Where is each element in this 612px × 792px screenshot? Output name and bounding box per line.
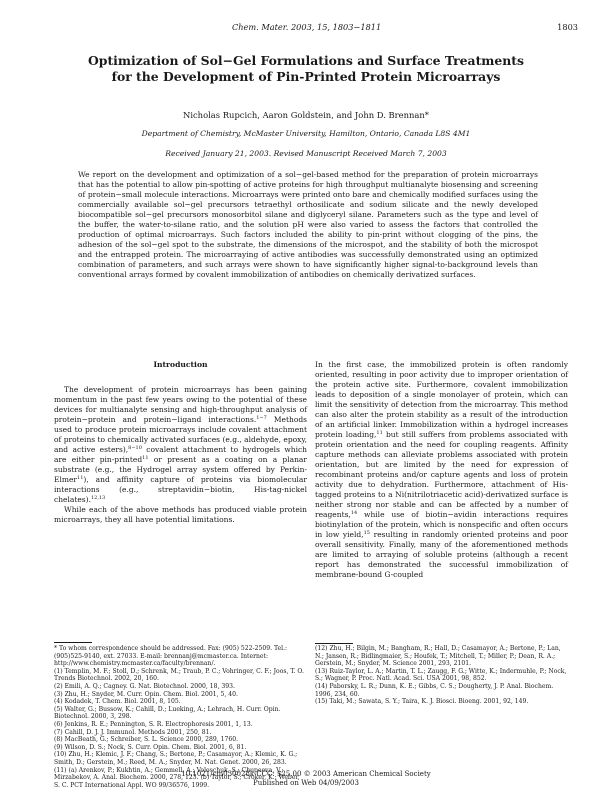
reference-1: (1) Templin, M. F.; Stoll, D.; Schrenk, M.; Traub, P. C.; Vohringer, C. F.; Joos, T. O. Trends Biotechnol. 2002, 20, 160. [54, 667, 304, 683]
reference-15: (15) Taki, M.; Sawata, S. Y.; Taira, K. J. Biosci. Bioeng. 2001, 92, 149. [315, 698, 529, 706]
citation-ref: 11 [77, 475, 84, 481]
affiliation: Department of Chemistry, McMaster University, Hamilton, Ontario, Canada L8S 4M1 [141, 129, 471, 138]
reference-13: (13) Ruiz-Taylor, L. A.; Martin, T. L.; Zaugg, F. G.; Witte, K.; Indermuhle, P.; Nock, S.; Wagner, P. Proc. Natl. Acad. Sci. USA 2001, 98, 852. [315, 667, 567, 683]
doi-line: 10.1021/cm030028k CCC: $25.00 © 2003 American Chemical Society [181, 770, 431, 778]
intro-paragraph-2: While each of the above methods has produced viable protein microarrays, they all have potential limitations. [54, 505, 307, 524]
page-footer [0, 770, 612, 787]
abstract: We report on the development and optimization of a sol−gel-based method for the preparation of protein microarrays that has the potential to allow pin-spotting of active proteins for high throughput multianalyte biosensing and screening of protein−small molecule interactions. Microarrays were printed onto bare and chemically modified surfaces using the commercially available sol−gel precursors tetraethyl orthosilicate and sodium silicate and the newly developed biocompatible sol−gel precursors monosorbitol silane and diglyceryl silane. Parameters such as the type and level of the buffer, the water-to-silane ratio, and the solution pH were also varied to assess the factors that controlled the production of optimal microarrays. Such factors included the ability to pin-print without clogging of the pins, the adhesion of the sol−gel spot to the substrate, the dimensions of the microspot, and the stability of both the microspot and the entrapped protein. The microarraying of active antibodies was successfully demonstrated using an optimized combination of parameters, and such arrays were shown to have significantly higher signal-to-background levels than conventional arrays formed by covalent immobilization of antibodies on chemically derivatized surfaces. [78, 170, 538, 279]
citation-ref: 11 [142, 455, 149, 461]
right-column [315, 360, 568, 580]
reference-12: (12) Zhu, H.; Bilgin, M.; Bangham, R.; Hall, D.; Casamayor, A.; Bertone, P.; Lan, N.; Jansen, R.; Bidlingmaier, S.; Houfek, T.; Mitchell, T.; Miller, P.; Dean, R. A.; Gerstein, M.; Snyder, M. Science 2001, 293, 2101. [315, 645, 561, 668]
author-list: Nicholas Rupcich, Aaron Goldstein, and John D. Brennan* [182, 110, 429, 120]
footnote-divider [315, 643, 353, 644]
reference-5: (5) Walter, G.; Bussow, K.; Cahill, D.; Lueking, A.; Lehrach, H. Curr. Opin. Biotechnol. 2000, 3, 298. [54, 705, 281, 721]
citation-ref: 8−10 [128, 445, 142, 451]
reference-3: (3) Zhu, H.; Snyder, M. Curr. Opin. Chem. Biol. 2001, 5, 40. [54, 690, 238, 698]
footnotes-left [54, 645, 307, 789]
reference-14: (14) Paborsky, L. R.; Dunn, K. E.; Gibbs, C. S.; Dougherty, J. P. Anal. Biochem. 1996, 234, 60. [315, 682, 554, 698]
article-title: Optimization of Sol−Gel Formulations and Surface Treatments for the Development of Pin-Printed Protein Microarrays [87, 53, 525, 84]
published-date: Published on Web 04/09/2003 [253, 778, 359, 787]
left-column [54, 360, 307, 525]
reference-9: (9) Wilson, D. S.; Nock, S. Curr. Opin. Chem. Biol. 2001, 6, 81. [54, 743, 247, 751]
reference-7: (7) Cahill, D. J. J. Immunol. Methods 2001, 250, 81. [54, 728, 212, 736]
reference-10: (10) Zhu, H.; Klemic, J. F.; Chang, S.; Bertone, P.; Casamayor, A.; Klemic, K. G.; Smith, D.; Gerstein, M.; Reed, M. A.; Snyder, M. Nat. Genet. 2000, 26, 283. [54, 751, 298, 766]
reference-6: (6) Jenkins, R. E.; Pennington, S. R. Electrophoresis 2001, 1, 13. [54, 720, 253, 728]
footnotes-right [315, 645, 568, 706]
reference-11: (11) (a) Arenkov, P.; Kukhtin, A.; Gemmell, A.; Voloschuk, S.; Chupeeva, V.; Mirzabekov, A. Anal. Biochem. 2000, 278, 123. (b) Taylor, S.; Croker, K.; Weber, S. C. PCT International Appl. WO 99/36576, 1999. [54, 766, 300, 789]
citation-ref: 12,13 [90, 495, 106, 501]
footnote-divider [54, 642, 92, 643]
footnote-correspondence: * To whom correspondence should be addressed. Fax: (905) 522-2509. Tel.: (905)525-9140, ext. 27033. E-mail: brennanj@mcmaster.ca. Internet: http://www.chemistry.mcmaster.ca/faculty/brennan/. [54, 645, 288, 668]
reference-8: (8) MacBeath, G.; Schreiber, S. L. Science 2000, 289, 1760. [54, 736, 239, 744]
reference-4: (4) Kodadek, T. Chem. Biol. 2001, 8, 105. [54, 698, 181, 706]
journal-citation: Chem. Mater. 2003, 15, 1803−1811 [232, 22, 382, 32]
intro-paragraph-1: The development of protein microarrays has been gaining momentum in the past few years owing to the potential of these devices for multianalyte sensing and high-throughput analysis of protein−protein and protein−ligand interactions.$^{1-7}$ Methods used to produce protein microarrays include covalent attachment of proteins to chemically activated surfaces (e.g., aldehyde, epoxy, and active esters),$^{8-10}$ covalent attachment to hydrogels which are either pin-printed$^{11}$ or present as a coating on a planar substrate (e.g., the Hydrogel array system offered by Perkin-Elmer$^{11}$), and affinity capture of proteins via biomolecular interactions (e.g., streptavidin−biotin, His-tag-nickel chelates).$^{12,13}$ [54, 385, 308, 504]
intro-paragraph-3: In the first case, the immobilized protein is often randomly oriented, resulting in poor activity due to improper orientation of the protein active site. Furthermore, covalent immobilization leads to deposition of a single monolayer of protein, which can limit the sensitivity of detection from the microarray. This method can also alter the protein stability as a result of the introduction of an artificial linker. Immobilization within a hydrogel increases protein loading,$^{11}$ but still suffers from problems associated with protein orientation and the need for coupling reagents. Affinity capture methods can alleviate problems associated with protein orientation, but are limited by the need for expression of recombinant proteins and/or capture agents and loss of protein activity due to dehydration. Furthermore, attachment of His-tagged proteins to a Ni(nitrilotriacetic acid)-derivatized surface is neither strong nor stable and can be affected by a number of reagents,$^{14}$ while use of biotin−avidin interactions requires biotinylation of the protein, which is nonspecific and often occurs in low yield,$^{15}$ resulting in randomly oriented proteins and poor overall sensitivity. Finally, many of the aforementioned methods are limited to arraying of soluble proteins (although a recent report has demonstrated the successful immobilization of membrane-bound G-coupled [315, 360, 568, 579]
page-number: 1803 [557, 22, 578, 32]
received-dates: Received January 21, 2003. Revised Manuscript Received March 7, 2003 [165, 149, 447, 158]
citation-ref: 11 [376, 430, 383, 436]
citation-ref: 15 [363, 530, 370, 536]
reference-2: (2) Emili, A. Q.; Cagney. G. Nat. Biotechnol. 2000, 18, 393. [54, 682, 235, 690]
section-heading-introduction: Introduction [153, 360, 208, 369]
citation-ref: 1−7 [256, 415, 267, 421]
citation-ref: 14 [350, 510, 358, 516]
